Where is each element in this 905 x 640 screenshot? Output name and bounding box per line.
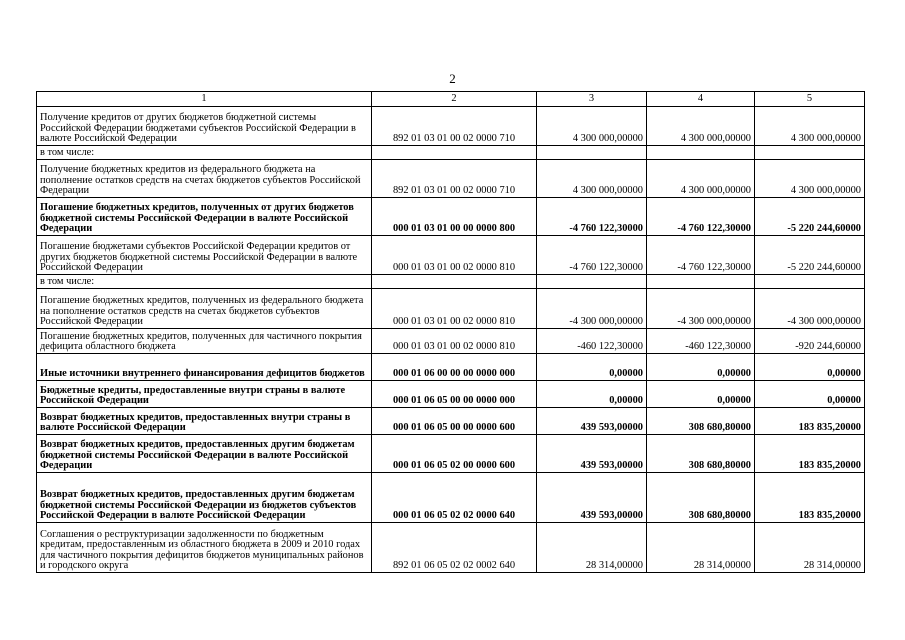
row-value-cell: 4 300 000,00000 <box>537 107 647 146</box>
table-row <box>37 435 865 473</box>
row-name-cell: Возврат бюджетных кредитов, предоставленных другим бюджетам бюджетной системы Российской Федерации из бюджетов субъектов Российской Федерации в валюте Российской Федерации <box>37 473 372 523</box>
row-value-cell: 4 300 000,00000 <box>647 160 755 198</box>
row-value-cell: 308 680,80000 <box>647 473 755 523</box>
row-value-cell <box>755 275 865 289</box>
row-value-cell: 28 314,00000 <box>647 523 755 573</box>
row-value-cell: 0,00000 <box>647 354 755 381</box>
table-row <box>37 473 865 523</box>
row-value-cell: 0,00000 <box>755 381 865 408</box>
row-value-cell: -4 760 122,30000 <box>647 198 755 236</box>
row-code-cell: 000 01 06 05 00 00 0000 600 <box>372 408 537 435</box>
row-value-cell: -460 122,30000 <box>647 329 755 354</box>
row-value-cell: 183 835,20000 <box>755 408 865 435</box>
row-value-cell: 308 680,80000 <box>647 435 755 473</box>
row-name-cell: Бюджетные кредиты, предоставленные внутри страны в валюте Российской Федерации <box>37 381 372 408</box>
column-header: 2 <box>372 92 537 107</box>
column-header: 4 <box>647 92 755 107</box>
column-header: 1 <box>37 92 372 107</box>
table-row <box>37 236 865 275</box>
row-value-cell: 4 300 000,00000 <box>755 107 865 146</box>
row-value-cell: 4 300 000,00000 <box>755 160 865 198</box>
table-row <box>37 381 865 408</box>
row-value-cell <box>537 146 647 160</box>
table-row <box>37 146 865 160</box>
row-value-cell: 439 593,00000 <box>537 435 647 473</box>
row-value-cell: 28 314,00000 <box>755 523 865 573</box>
page-number: 2 <box>449 71 456 86</box>
row-value-cell: 4 300 000,00000 <box>647 107 755 146</box>
row-value-cell: 4 300 000,00000 <box>537 160 647 198</box>
row-name-cell: Погашение бюджетами субъектов Российской Федерации кредитов от других бюджетов бюджетной системы Российской Федерации в валюте Российской Федерации <box>37 236 372 275</box>
column-header: 5 <box>755 92 865 107</box>
row-code-cell: 892 01 06 05 02 02 0002 640 <box>372 523 537 573</box>
row-value-cell: 0,00000 <box>537 381 647 408</box>
table-row <box>37 160 865 198</box>
row-value-cell: 308 680,80000 <box>647 408 755 435</box>
row-name-cell: Получение кредитов от других бюджетов бюджетной системы Российской Федерации бюджетами субъектов Российской Федерации в валюте Российской Федерации <box>37 107 372 146</box>
row-value-cell: -4 760 122,30000 <box>537 198 647 236</box>
row-value-cell: -460 122,30000 <box>537 329 647 354</box>
row-value-cell: -5 220 244,60000 <box>755 236 865 275</box>
table-row <box>37 107 865 146</box>
row-value-cell: 0,00000 <box>537 354 647 381</box>
row-name-cell: Возврат бюджетных кредитов, предоставленных другим бюджетам бюджетной системы Российской Федерации в валюте Российской Федерации <box>37 435 372 473</box>
row-value-cell: 183 835,20000 <box>755 435 865 473</box>
row-value-cell: 0,00000 <box>647 381 755 408</box>
row-value-cell: 0,00000 <box>755 354 865 381</box>
row-code-cell: 000 01 06 05 02 02 0000 640 <box>372 473 537 523</box>
row-code-cell: 000 01 03 01 00 02 0000 810 <box>372 329 537 354</box>
table-row <box>37 198 865 236</box>
row-name-cell: Возврат бюджетных кредитов, предоставленных внутри страны в валюте Российской Федерации <box>37 408 372 435</box>
row-code-cell <box>372 275 537 289</box>
table-row <box>37 354 865 381</box>
row-name-cell: Погашение бюджетных кредитов, полученных для частичного покрытия дефицита областного бюджета <box>37 329 372 354</box>
row-value-cell: -5 220 244,60000 <box>755 198 865 236</box>
row-value-cell: -4 300 000,00000 <box>537 289 647 329</box>
table-header-row <box>37 92 865 107</box>
row-value-cell <box>647 146 755 160</box>
table-row <box>37 289 865 329</box>
row-name-cell: Иные источники внутреннего финансирования дефицитов бюджетов <box>37 354 372 381</box>
column-header: 3 <box>537 92 647 107</box>
table-row <box>37 523 865 573</box>
table-row <box>37 275 865 289</box>
row-value-cell: 28 314,00000 <box>537 523 647 573</box>
row-value-cell <box>755 146 865 160</box>
row-value-cell: -4 760 122,30000 <box>647 236 755 275</box>
table-row <box>37 408 865 435</box>
row-name-cell: Погашение бюджетных кредитов, полученных от других бюджетов бюджетной системы Российской Федерации в валюте Российской Федерации <box>37 198 372 236</box>
row-name-cell: в том числе: <box>37 275 372 289</box>
row-value-cell: -4 300 000,00000 <box>755 289 865 329</box>
row-code-cell: 000 01 06 00 00 00 0000 000 <box>372 354 537 381</box>
row-value-cell <box>537 275 647 289</box>
row-code-cell: 000 01 03 01 00 02 0000 810 <box>372 289 537 329</box>
row-code-cell <box>372 146 537 160</box>
row-code-cell: 000 01 06 05 02 00 0000 600 <box>372 435 537 473</box>
row-name-cell: Погашение бюджетных кредитов, полученных из федерального бюджета на пополнение остатков средств на счетах бюджетов субъектов Российской Федерации <box>37 289 372 329</box>
row-name-cell: в том числе: <box>37 146 372 160</box>
row-value-cell: 183 835,20000 <box>755 473 865 523</box>
row-name-cell: Получение бюджетных кредитов из федерального бюджета на пополнение остатков средств на счетах бюджетов субъектов Российской Федерации <box>37 160 372 198</box>
row-value-cell <box>647 275 755 289</box>
row-code-cell: 892 01 03 01 00 02 0000 710 <box>372 160 537 198</box>
row-code-cell: 000 01 03 01 00 02 0000 810 <box>372 236 537 275</box>
table-row <box>37 329 865 354</box>
budget-sources-table <box>36 91 865 573</box>
row-value-cell: 439 593,00000 <box>537 408 647 435</box>
row-value-cell: -920 244,60000 <box>755 329 865 354</box>
row-code-cell: 892 01 03 01 00 02 0000 710 <box>372 107 537 146</box>
row-name-cell: Соглашения о реструктуризации задолженности по бюджетным кредитам, предоставленным из областного бюджета в 2009 и 2010 годах для частичного покрытия дефицитов бюджетов муниципальных районов и городского округа <box>37 523 372 573</box>
row-value-cell: -4 760 122,30000 <box>537 236 647 275</box>
row-code-cell: 000 01 03 01 00 00 0000 800 <box>372 198 537 236</box>
row-value-cell: -4 300 000,00000 <box>647 289 755 329</box>
row-code-cell: 000 01 06 05 00 00 0000 000 <box>372 381 537 408</box>
row-value-cell: 439 593,00000 <box>537 473 647 523</box>
